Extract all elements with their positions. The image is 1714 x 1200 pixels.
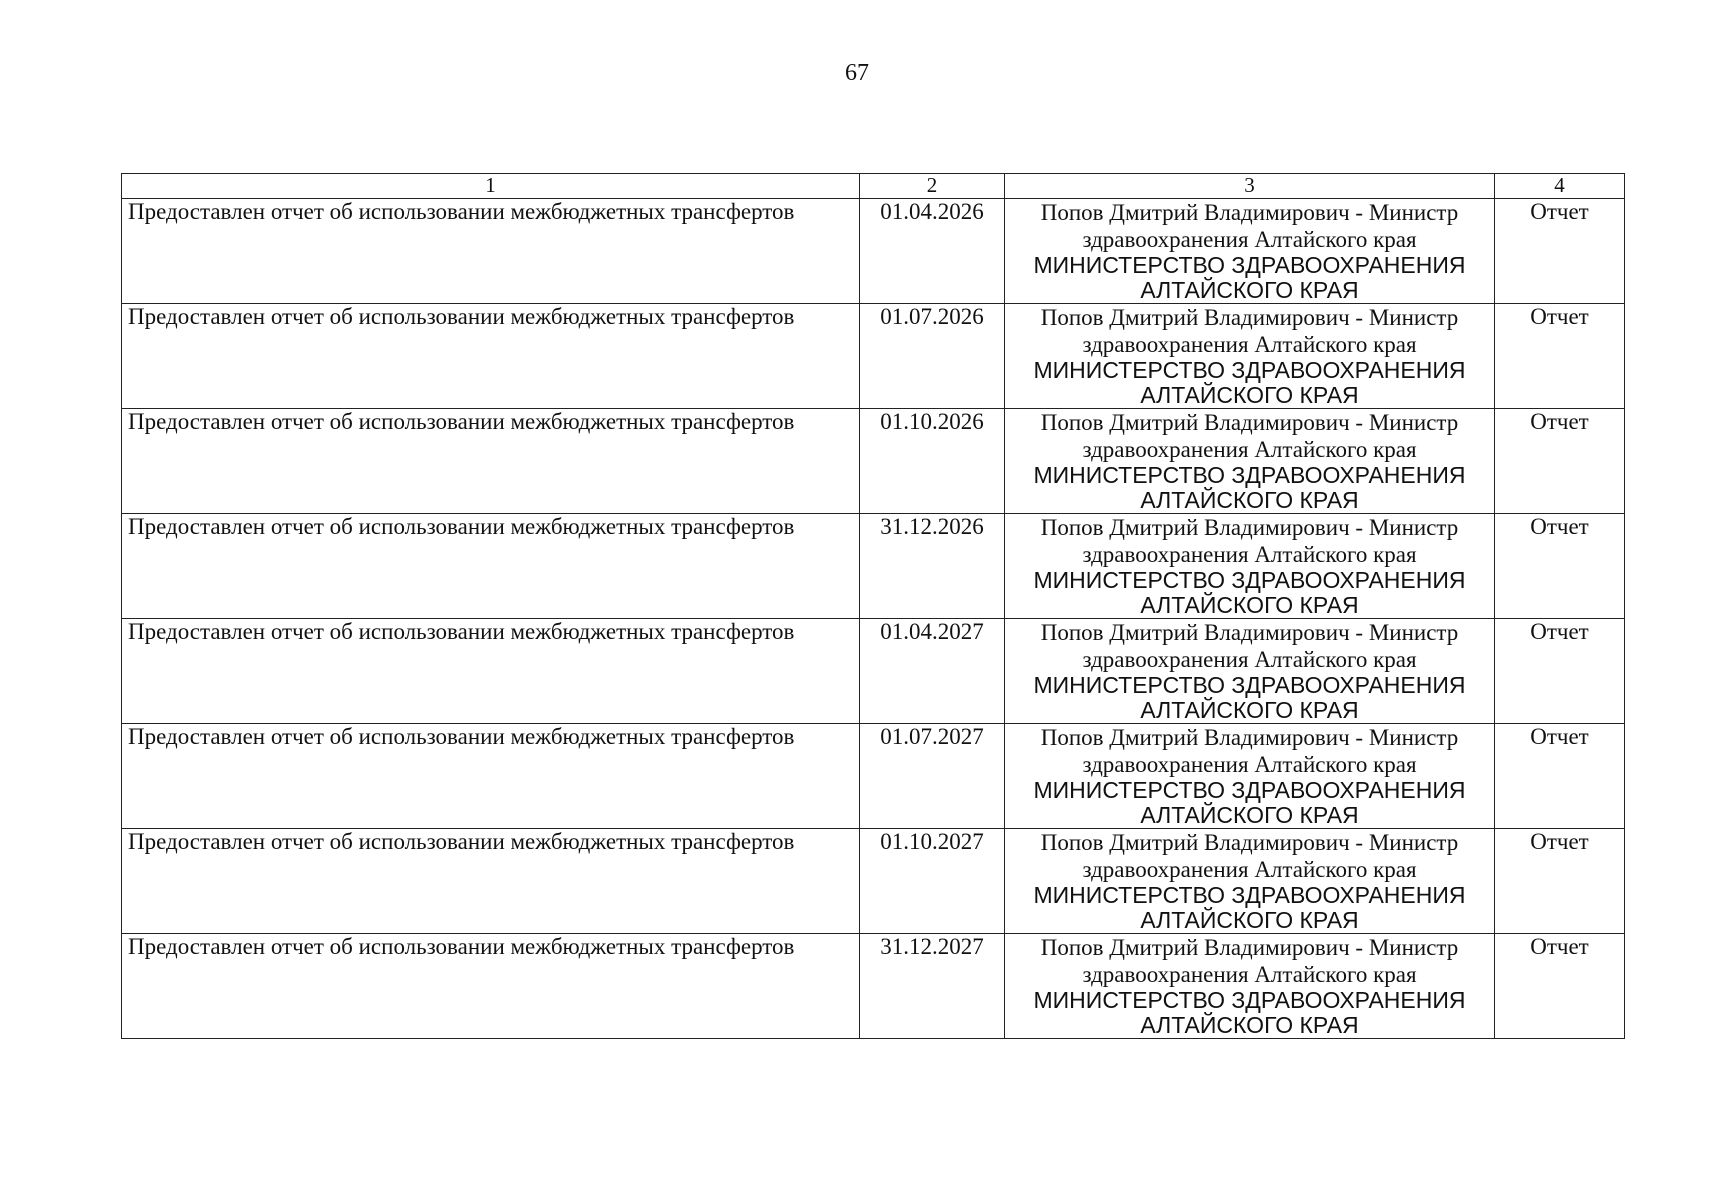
responsible-org: МИНИСТЕРСТВО ЗДРАВООХРАНЕНИЯ АЛТАЙСКОГО КРАЯ xyxy=(1033,987,1466,1038)
responsible-org: МИНИСТЕРСТВО ЗДРАВООХРАНЕНИЯ АЛТАЙСКОГО КРАЯ xyxy=(1033,567,1466,618)
event-cell: Предоставлен отчет об использовании межбюджетных трансфертов xyxy=(122,199,860,304)
table-row xyxy=(122,829,1625,934)
table-row xyxy=(122,409,1625,514)
responsible-org: МИНИСТЕРСТВО ЗДРАВООХРАНЕНИЯ АЛТАЙСКОГО КРАЯ xyxy=(1033,462,1466,513)
header-row xyxy=(122,174,1625,199)
column-header-2: 2 xyxy=(860,174,1005,199)
responsible-person: Попов Дмитрий Владимирович - Министр здравоохранения Алтайского края xyxy=(1040,200,1459,252)
responsible-org: МИНИСТЕРСТВО ЗДРАВООХРАНЕНИЯ АЛТАЙСКОГО КРАЯ xyxy=(1033,672,1466,723)
responsible-person: Попов Дмитрий Владимирович - Министр здравоохранения Алтайского края xyxy=(1040,305,1459,357)
date-cell: 01.07.2027 xyxy=(860,724,1005,829)
responsible-cell xyxy=(1005,304,1495,409)
responsible-person: Попов Дмитрий Владимирович - Министр здравоохранения Алтайского края xyxy=(1040,725,1459,777)
event-cell: Предоставлен отчет об использовании межбюджетных трансфертов xyxy=(122,304,860,409)
responsible-org: МИНИСТЕРСТВО ЗДРАВООХРАНЕНИЯ АЛТАЙСКОГО КРАЯ xyxy=(1033,357,1466,408)
table-row xyxy=(122,934,1625,1039)
document-cell: Отчет xyxy=(1495,934,1625,1039)
table-row xyxy=(122,304,1625,409)
responsible-cell xyxy=(1005,829,1495,934)
event-cell: Предоставлен отчет об использовании межбюджетных трансфертов xyxy=(122,829,860,934)
responsible-cell xyxy=(1005,619,1495,724)
event-cell: Предоставлен отчет об использовании межбюджетных трансфертов xyxy=(122,934,860,1039)
date-cell: 01.10.2026 xyxy=(860,409,1005,514)
date-cell: 31.12.2027 xyxy=(860,934,1005,1039)
responsible-org: МИНИСТЕРСТВО ЗДРАВООХРАНЕНИЯ АЛТАЙСКОГО КРАЯ xyxy=(1033,882,1466,933)
document-cell: Отчет xyxy=(1495,829,1625,934)
date-cell: 01.04.2027 xyxy=(860,619,1005,724)
date-cell: 01.04.2026 xyxy=(860,199,1005,304)
document-cell: Отчет xyxy=(1495,199,1625,304)
responsible-person: Попов Дмитрий Владимирович - Министр здравоохранения Алтайского края xyxy=(1040,620,1459,672)
document-cell: Отчет xyxy=(1495,514,1625,619)
date-cell: 31.12.2026 xyxy=(860,514,1005,619)
table-row xyxy=(122,619,1625,724)
document-cell: Отчет xyxy=(1495,409,1625,514)
responsible-org: МИНИСТЕРСТВО ЗДРАВООХРАНЕНИЯ АЛТАЙСКОГО КРАЯ xyxy=(1033,777,1466,828)
responsible-org: МИНИСТЕРСТВО ЗДРАВООХРАНЕНИЯ АЛТАЙСКОГО КРАЯ xyxy=(1033,252,1466,303)
table-row xyxy=(122,514,1625,619)
table-row xyxy=(122,199,1625,304)
responsible-cell xyxy=(1005,934,1495,1039)
event-cell: Предоставлен отчет об использовании межбюджетных трансфертов xyxy=(122,409,860,514)
event-cell: Предоставлен отчет об использовании межбюджетных трансфертов xyxy=(122,514,860,619)
column-header-1: 1 xyxy=(122,174,860,199)
responsible-person: Попов Дмитрий Владимирович - Министр здравоохранения Алтайского края xyxy=(1040,830,1459,882)
responsible-cell xyxy=(1005,199,1495,304)
responsible-cell xyxy=(1005,409,1495,514)
responsible-cell xyxy=(1005,724,1495,829)
responsible-person: Попов Дмитрий Владимирович - Министр здравоохранения Алтайского края xyxy=(1040,515,1459,567)
responsible-person: Попов Дмитрий Владимирович - Министр здравоохранения Алтайского края xyxy=(1040,935,1459,987)
document-cell: Отчет xyxy=(1495,724,1625,829)
event-cell: Предоставлен отчет об использовании межбюджетных трансфертов xyxy=(122,724,860,829)
report-table xyxy=(121,173,1625,1039)
document-cell: Отчет xyxy=(1495,619,1625,724)
responsible-cell xyxy=(1005,514,1495,619)
event-cell: Предоставлен отчет об использовании межбюджетных трансфертов xyxy=(122,619,860,724)
date-cell: 01.07.2026 xyxy=(860,304,1005,409)
table-row xyxy=(122,724,1625,829)
column-header-4: 4 xyxy=(1495,174,1625,199)
date-cell: 01.10.2027 xyxy=(860,829,1005,934)
responsible-person: Попов Дмитрий Владимирович - Министр здравоохранения Алтайского края xyxy=(1040,410,1459,462)
page-number: 67 xyxy=(845,60,869,86)
document-cell: Отчет xyxy=(1495,304,1625,409)
column-header-3: 3 xyxy=(1005,174,1495,199)
